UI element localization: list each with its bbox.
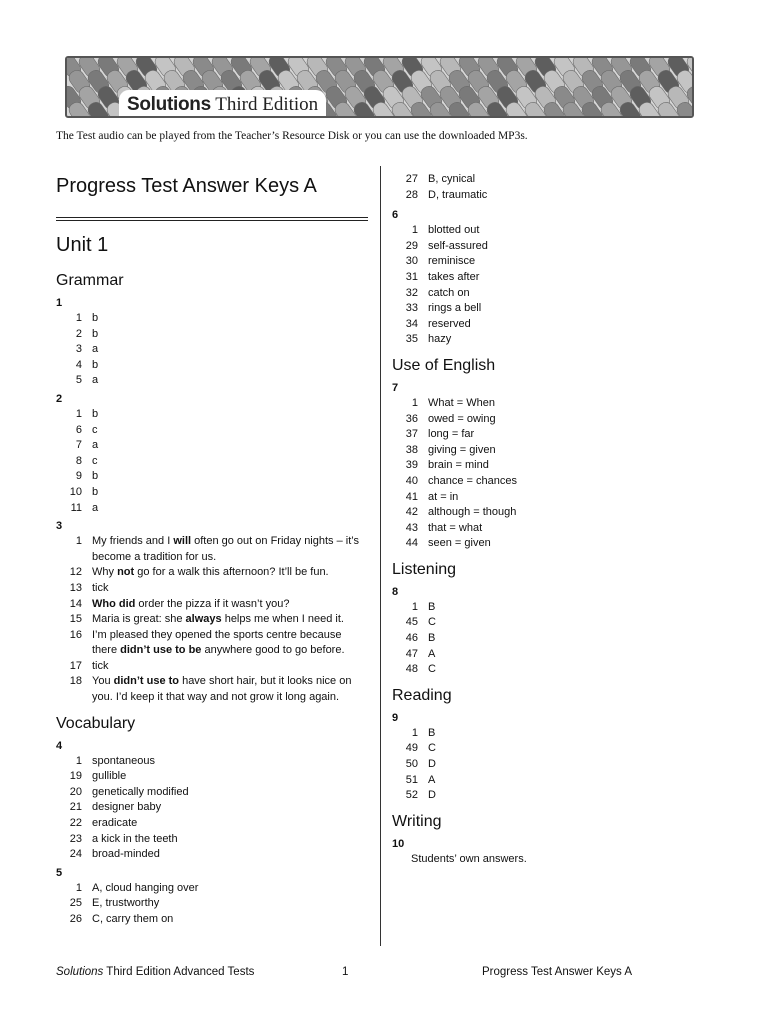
unit-heading: Unit 1 xyxy=(56,234,109,256)
answer-text: gullible xyxy=(92,770,127,783)
answer-row xyxy=(392,317,722,333)
answer-text: D, traumatic xyxy=(428,188,488,201)
answer-row xyxy=(392,396,722,412)
intro-text: The Test audio can be played from the Teacher’s Resource Disk or you can use the downloaded MP3s. xyxy=(56,130,528,142)
answer-row xyxy=(56,373,368,389)
answer-text: b xyxy=(92,407,99,420)
answer-row xyxy=(392,615,722,631)
answer-row xyxy=(392,631,722,647)
answer-number: 50 xyxy=(405,758,418,771)
footer-right: Progress Test Answer Keys A xyxy=(482,966,632,978)
answer-number: 27 xyxy=(405,173,418,185)
answer-row xyxy=(392,254,722,270)
answer-number: 42 xyxy=(405,506,418,519)
answer-text: a xyxy=(92,439,99,452)
answer-text: c xyxy=(92,454,98,467)
answer-number: 1 xyxy=(411,224,418,237)
left-column xyxy=(56,170,368,928)
answer-number: 1 xyxy=(75,754,82,767)
answer-row xyxy=(56,896,368,912)
answer-row xyxy=(56,816,368,832)
answer-row xyxy=(392,788,722,804)
answer-text: D xyxy=(428,758,436,771)
exercise-number: 5 xyxy=(56,866,63,879)
answer-number: 2 xyxy=(75,327,82,340)
section-heading: Listening xyxy=(392,560,457,578)
answer-row xyxy=(392,490,722,506)
answer-number: 46 xyxy=(405,632,418,645)
header-banner xyxy=(65,56,694,118)
answer-text: rings a bell xyxy=(428,302,482,315)
answer-row xyxy=(56,628,368,659)
answer-row xyxy=(56,659,368,675)
answer-text: genetically modified xyxy=(92,785,189,798)
answer-number: 51 xyxy=(405,773,418,786)
answer-row xyxy=(56,597,368,613)
answer-row xyxy=(56,612,368,628)
answer-text: long = far xyxy=(428,428,475,441)
answer-number: 20 xyxy=(69,785,82,798)
answer-number: 26 xyxy=(69,913,82,925)
answer-row xyxy=(56,485,368,501)
answer-number: 40 xyxy=(405,474,418,487)
answer-row xyxy=(392,726,722,742)
banner-capsule xyxy=(693,68,694,96)
answer-text: takes after xyxy=(428,270,480,283)
answer-text: a xyxy=(92,374,99,387)
answer-text: a xyxy=(92,343,99,356)
answer-number: 31 xyxy=(405,270,418,283)
answer-text: brain = mind xyxy=(428,459,489,472)
answer-row xyxy=(56,423,368,439)
answer-text: B xyxy=(428,726,436,739)
answer-number: 9 xyxy=(75,470,82,483)
answer-row xyxy=(56,754,368,770)
answer-text: B, cynical xyxy=(428,173,476,185)
answer-row xyxy=(392,474,722,490)
answer-text: broad-minded xyxy=(92,848,160,861)
section-heading: Use of English xyxy=(392,356,496,374)
answer-text: C xyxy=(428,663,436,676)
answer-number: 4 xyxy=(75,358,82,371)
answer-number: 5 xyxy=(75,374,82,387)
answer-row xyxy=(56,327,368,343)
answer-text: b xyxy=(92,470,99,483)
answer-text: B xyxy=(428,600,436,613)
answer-row xyxy=(392,412,722,428)
answer-row xyxy=(392,647,722,663)
answer-text: eradicate xyxy=(92,817,138,830)
answer-number: 10 xyxy=(69,485,82,498)
answer-text: a xyxy=(92,501,99,514)
title-divider xyxy=(56,217,368,221)
answer-text: seen = given xyxy=(428,537,491,550)
answer-number: 13 xyxy=(69,581,82,594)
answer-row xyxy=(56,342,368,358)
answer-number: 1 xyxy=(411,726,418,739)
answer-number: 47 xyxy=(405,647,418,660)
answer-text: I’m pleased they opened the sports centre because there didn’t use to be anywhere good to go before. xyxy=(92,628,345,657)
answer-row xyxy=(392,332,722,348)
answer-number: 43 xyxy=(405,521,418,534)
answer-text: hazy xyxy=(428,333,452,346)
section-heading: Reading xyxy=(392,686,452,704)
answer-row xyxy=(56,469,368,485)
section-heading: Grammar xyxy=(56,272,124,289)
answer-text: blotted out xyxy=(428,224,480,237)
answer-text: A xyxy=(428,773,436,786)
exercise-number: 4 xyxy=(56,739,63,752)
answer-text: Who did order the pizza if it wasn’t you? xyxy=(92,597,290,610)
left-sections xyxy=(56,271,368,928)
answer-text: Maria is great: she always helps me when I need it. xyxy=(92,613,344,626)
answer-number: 1 xyxy=(75,312,82,324)
answer-number: 35 xyxy=(405,333,418,346)
answer-text: although = though xyxy=(428,506,517,519)
answer-text: chance = chances xyxy=(428,474,517,487)
answer-number: 1 xyxy=(75,407,82,420)
exercise-number: 1 xyxy=(56,297,63,309)
answer-row xyxy=(392,301,722,317)
answer-row xyxy=(56,407,368,423)
answer-number: 7 xyxy=(75,439,82,452)
exercise-5-continued xyxy=(392,172,722,203)
answer-number: 28 xyxy=(405,188,418,201)
footer-left: Solutions Third Edition Advanced Tests xyxy=(56,966,255,978)
answer-number: 16 xyxy=(69,628,82,641)
answer-text: owed = owing xyxy=(428,412,496,425)
answer-row xyxy=(56,501,368,517)
answer-row xyxy=(392,741,722,757)
answer-number: 18 xyxy=(69,675,82,688)
answer-text: at = in xyxy=(428,490,459,503)
answer-text: b xyxy=(92,358,99,371)
answer-number: 11 xyxy=(70,501,82,514)
answer-row xyxy=(56,881,368,897)
exercise-number: 7 xyxy=(392,381,399,394)
answer-row xyxy=(392,505,722,521)
answer-row xyxy=(56,565,368,581)
page-title: Progress Test Answer Keys A xyxy=(56,175,317,197)
exercise-number: 8 xyxy=(392,585,399,598)
exercise-number: 6 xyxy=(392,209,399,222)
exercise-number: 10 xyxy=(392,837,405,850)
exercise-6 xyxy=(392,209,722,348)
answer-text: D xyxy=(428,789,436,802)
answer-number: 30 xyxy=(405,255,418,268)
answer-number: 45 xyxy=(405,616,418,629)
answer-number: 29 xyxy=(405,239,418,252)
section-heading: Vocabulary xyxy=(56,714,136,732)
exercise-number: 2 xyxy=(56,392,63,405)
answer-row xyxy=(392,757,722,773)
answer-number: 41 xyxy=(405,490,418,503)
answer-number: 14 xyxy=(69,597,82,610)
answer-text: A xyxy=(428,647,436,660)
answer-row xyxy=(56,832,368,848)
answer-text: c xyxy=(92,423,98,436)
answer-row xyxy=(392,662,722,678)
answer-row xyxy=(392,521,722,537)
answer-text: A, cloud hanging over xyxy=(92,881,199,894)
answer-text: Why not go for a walk this afternoon? It’ll be fun. xyxy=(92,566,329,579)
answer-number: 34 xyxy=(405,317,418,330)
exercise-number: 3 xyxy=(56,520,63,533)
answer-number: 19 xyxy=(69,770,82,783)
answer-row xyxy=(392,239,722,255)
answer-row xyxy=(56,534,368,565)
answer-number: 21 xyxy=(69,801,82,814)
answer-text: b xyxy=(92,312,99,324)
section-heading: Writing xyxy=(392,812,442,830)
exercise-number: 9 xyxy=(392,711,399,724)
footer-page-number: 1 xyxy=(342,966,349,978)
answer-number: 48 xyxy=(405,663,418,676)
answer-row xyxy=(392,172,722,188)
answer-row xyxy=(392,188,722,204)
answer-number: 23 xyxy=(69,832,82,845)
right-sections xyxy=(392,356,722,867)
answer-row xyxy=(392,600,722,616)
answer-text: self-assured xyxy=(428,239,488,252)
answer-note: Students’ own answers. xyxy=(411,852,527,865)
banner-capsule xyxy=(693,100,694,118)
answer-row xyxy=(56,581,368,597)
answer-number: 17 xyxy=(69,659,82,672)
answer-number: 49 xyxy=(405,742,418,755)
answer-number: 33 xyxy=(405,302,418,315)
answer-text: that = what xyxy=(428,521,483,534)
answer-row xyxy=(56,454,368,470)
answer-text: B xyxy=(428,632,436,645)
answer-number: 52 xyxy=(405,789,418,802)
answer-number: 12 xyxy=(69,566,82,579)
answer-text: C xyxy=(428,616,436,629)
answer-row xyxy=(56,912,368,928)
answer-text: E, trustworthy xyxy=(92,897,160,910)
answer-row xyxy=(56,358,368,374)
answer-text: a kick in the teeth xyxy=(92,832,178,845)
banner-title: Solutions Third Edition xyxy=(119,90,326,118)
answer-row xyxy=(56,785,368,801)
answer-row xyxy=(392,427,722,443)
answer-row xyxy=(56,438,368,454)
answer-number: 22 xyxy=(69,817,82,830)
answer-number: 1 xyxy=(411,600,418,613)
answer-number: 15 xyxy=(69,613,82,626)
answer-row xyxy=(56,311,368,327)
answer-number: 37 xyxy=(405,428,418,441)
answer-text: designer baby xyxy=(92,801,162,814)
answer-number: 36 xyxy=(405,412,418,425)
answer-row xyxy=(392,270,722,286)
answer-row xyxy=(392,773,722,789)
answer-number: 1 xyxy=(75,535,82,548)
answer-row xyxy=(56,800,368,816)
answer-number: 39 xyxy=(405,459,418,472)
answer-row xyxy=(392,536,722,552)
answer-text: You didn’t use to have short hair, but it looks nice on you. I’d keep it that way and not grow it long again. xyxy=(92,675,352,704)
right-column xyxy=(392,172,722,867)
answer-row xyxy=(56,847,368,863)
answer-number: 44 xyxy=(405,537,418,550)
answer-row xyxy=(392,443,722,459)
answer-row xyxy=(392,458,722,474)
answer-number: 6 xyxy=(75,423,82,436)
answer-number: 24 xyxy=(69,848,82,861)
answer-text: giving = given xyxy=(428,443,496,456)
answer-text: b xyxy=(92,327,99,340)
column-divider xyxy=(380,166,381,946)
answer-text: My friends and I will often go out on Friday nights – it’s become a tradition for us. xyxy=(92,535,360,563)
answer-number: 3 xyxy=(75,343,82,356)
answer-row xyxy=(56,674,368,705)
answer-row xyxy=(392,286,722,302)
answer-number: 8 xyxy=(75,454,82,467)
answer-number: 25 xyxy=(69,897,82,910)
answer-text: What = When xyxy=(428,396,495,409)
answer-text: C xyxy=(428,742,436,755)
answer-number: 1 xyxy=(75,881,82,894)
answer-text: spontaneous xyxy=(92,754,155,767)
answer-text: C, carry them on xyxy=(92,913,174,925)
answer-number: 1 xyxy=(411,396,418,409)
answer-text: reserved xyxy=(428,317,471,330)
answer-row xyxy=(56,769,368,785)
answer-text: tick xyxy=(92,581,109,594)
answer-number: 38 xyxy=(405,443,418,456)
answer-text: b xyxy=(92,485,99,498)
answer-text: catch on xyxy=(428,286,470,299)
answer-number: 32 xyxy=(405,286,418,299)
answer-text: tick xyxy=(92,659,109,672)
answer-text: reminisce xyxy=(428,255,476,268)
answer-row xyxy=(392,223,722,239)
